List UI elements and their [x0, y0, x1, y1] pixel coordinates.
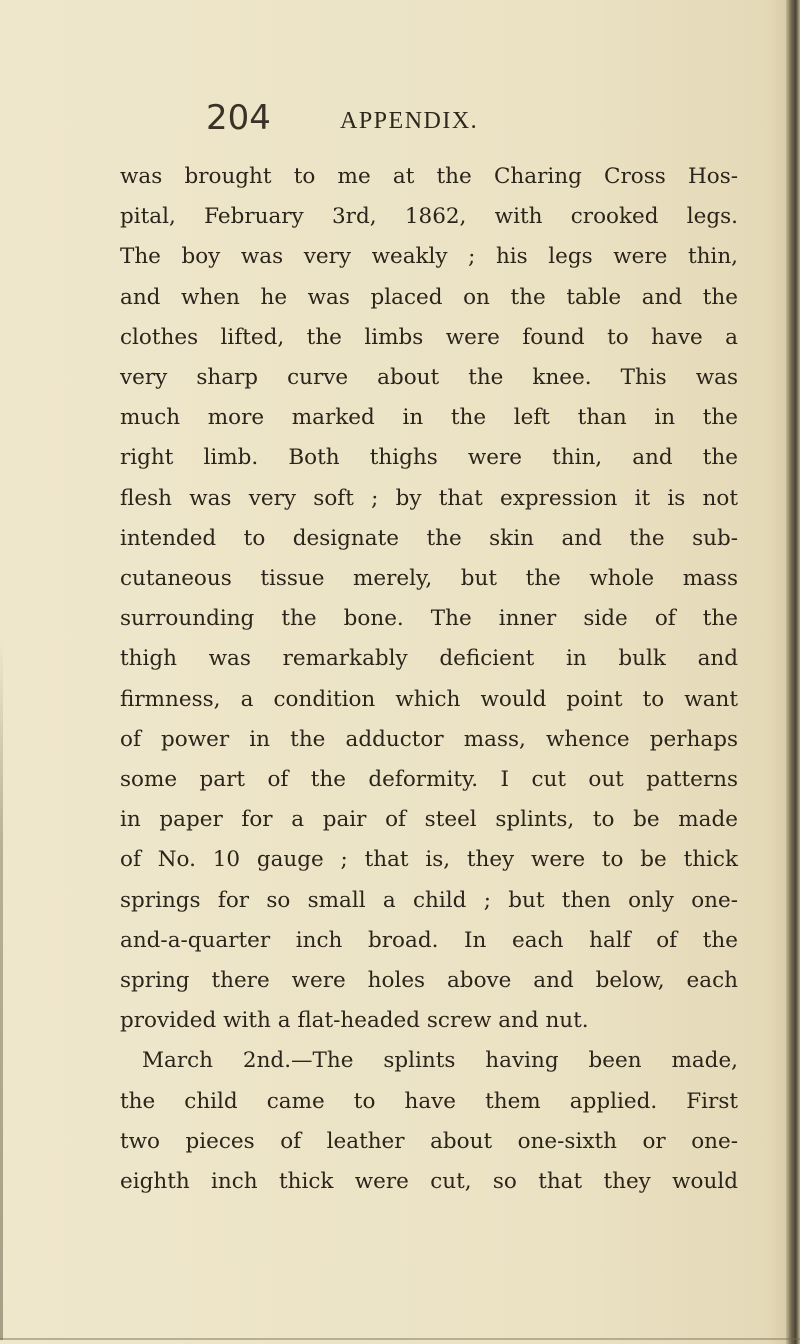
text-line: thigh was remarkably deficient in bulk and — [120, 646, 738, 672]
text-line: March 2nd.—The splints having been made, — [142, 1048, 738, 1074]
text-line: in paper for a pair of steel splints, to be made — [120, 807, 738, 833]
page-edge-shadow — [786, 0, 800, 1344]
page-number: 204 — [206, 98, 271, 138]
text-line: very sharp curve about the knee. This was — [120, 365, 738, 391]
text-line: eighth inch thick were cut, so that they would — [120, 1169, 738, 1195]
text-line: cutaneous tissue merely, but the whole mass — [120, 566, 738, 592]
text-line: two pieces of leather about one-sixth or one- — [120, 1128, 738, 1154]
text-line: and-a-quarter inch broad. In each half of the — [120, 927, 738, 953]
text-line: of No. 10 gauge ; that is, they were to be thick — [120, 847, 738, 873]
text-line: some part of the deformity. I cut out patterns — [120, 767, 738, 793]
text-line: flesh was very soft ; by that expression it is not — [120, 485, 738, 511]
text-line: of power in the adductor mass, whence perhaps — [120, 726, 738, 752]
text-line: was brought to me at the Charing Cross Hos- — [120, 164, 738, 189]
running-head: APPENDIX. — [340, 108, 479, 134]
text-line: The boy was very weakly ; his legs were thin, — [120, 244, 738, 270]
text-line: and when he was placed on the table and the — [120, 284, 738, 310]
page-bottom-edge — [0, 1338, 800, 1340]
body-text — [120, 157, 738, 1202]
text-line: firmness, a condition which would point to want — [120, 686, 738, 712]
text-line: much more marked in the left than in the — [120, 405, 738, 431]
text-line: provided with a flat-headed screw and nut. — [120, 1008, 589, 1034]
text-line: spring there were holes above and below, each — [120, 968, 738, 994]
text-line: the child came to have them applied. First — [120, 1088, 738, 1114]
text-line: pital, February 3rd, 1862, with crooked legs. — [120, 204, 738, 230]
text-line: surrounding the bone. The inner side of the — [120, 606, 738, 632]
text-line: intended to designate the skin and the sub- — [120, 525, 738, 551]
text-line: springs for so small a child ; but then only one- — [120, 887, 738, 913]
text-line: right limb. Both thighs were thin, and the — [120, 445, 738, 471]
text-line: clothes lifted, the limbs were found to have a — [120, 324, 738, 350]
page-margin-stain — [0, 640, 3, 1340]
